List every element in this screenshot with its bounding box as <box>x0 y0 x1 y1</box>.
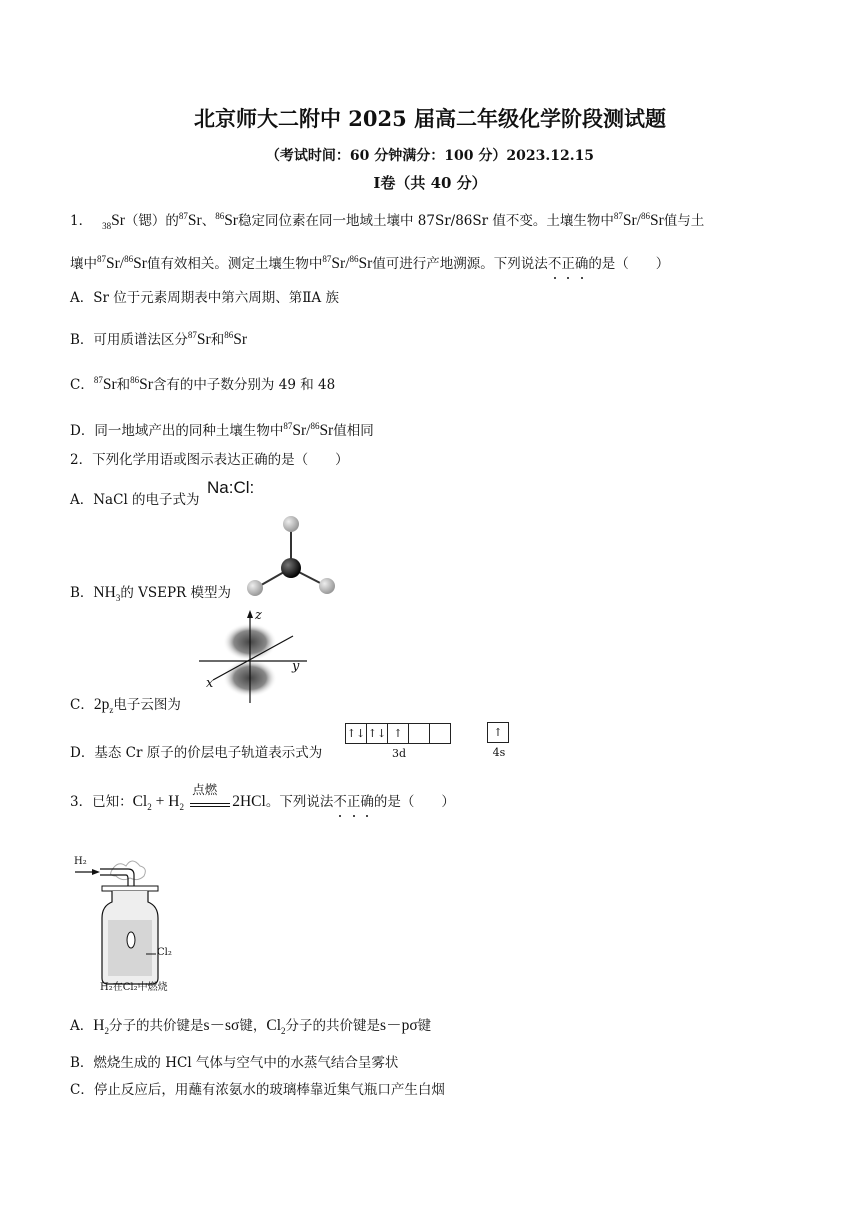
nh3-vsepr-model-figure <box>240 510 340 600</box>
orbital-box <box>429 723 451 744</box>
h2-burning-in-cl2-figure <box>72 850 212 995</box>
q2-option-d: D．基态 Cr 原子的价层电子轨道表示式为 <box>70 745 323 761</box>
axis-z-label: z <box>255 608 262 623</box>
exam-info: （考试时间：60 分钟满分：100 分）2023.12.15 <box>265 148 595 164</box>
cr-4s-orbital-box <box>488 722 510 759</box>
q1-option-c: C．$^{87}$Sr和$^{86}$Sr含有的中子数分别为 49 和 48 <box>70 375 336 393</box>
q3-option-a: A．$H_2$分子的共价键是s－sσ键，$Cl_2$分子的共价键是s－pσ键 <box>70 1017 432 1036</box>
orbital-box: ↑ <box>487 722 509 743</box>
q3-option-c: C．停止反应后，用蘸有浓氨水的玻璃棒靠近集气瓶口产生白烟 <box>70 1082 445 1098</box>
figure-caption: H₂在Cl₂中燃烧 <box>100 982 168 993</box>
q1-line1: 1． $_{38}$Sr（锶）的$^{87}$Sr、$^{86}$Sr稳定同位素在同一地域土壤中 87Sr/86Sr 值不变。土壤生物中$^{87}$Sr/$^{86}$Sr值与土 <box>70 211 705 231</box>
q1-line2: 壤中$^{87}$Sr/$^{86}$Sr值有效相关。测定土壤生物中$^{87}$Sr/$^{86}$Sr值可进行产地溯源。下列说法不正确的是（ ） <box>70 254 670 272</box>
orbital-box: ↑ <box>387 723 409 744</box>
orbital-box: ↑↓ <box>345 723 367 744</box>
figure-h2-label: H₂ <box>74 856 87 867</box>
nacl-electron-formula: Na:Cl: <box>207 478 255 497</box>
q3-option-b: B．燃烧生成的 HCl 气体与空气中的水蒸气结合呈雾状 <box>70 1055 399 1071</box>
orbital-box <box>408 723 430 744</box>
figure-cl2-label: Cl₂ <box>157 947 172 958</box>
q1-option-d: D．同一地域产出的同种土壤生物中$^{87}$Sr/$^{86}$Sr值相同 <box>70 421 374 439</box>
q2-stem: 2．下列化学用语或图示表达正确的是（ ） <box>70 452 349 468</box>
q3-stem: 3．已知：$Cl_2 + H_2$ 点燃 2HCl。下列说法不正确的是（ ） <box>70 781 455 812</box>
q2-option-a: A．NaCl 的电子式为 <box>70 492 200 508</box>
q1-option-a: A．Sr 位于元素周期表中第六周期、第ⅡA 族 <box>70 290 339 306</box>
axis-x-label: x <box>206 676 214 691</box>
q2-option-b: B．$NH_3$的 VSEPR 模型为 <box>70 584 231 603</box>
label-4s: 4s <box>492 746 506 759</box>
label-3d: 3d <box>391 747 407 760</box>
cr-3d-orbital-boxes <box>346 722 452 760</box>
page-title: 北京师大二附中 2025 届高二年级化学阶段测试题 <box>193 106 667 131</box>
q1-option-b: B．可用质谱法区分$^{87}$Sr和$^{86}$Sr <box>70 330 248 348</box>
orbital-box: ↑↓ <box>366 723 388 744</box>
q2-option-c: C．$2p_z$电子云图为 <box>70 696 181 715</box>
axis-y-label: y <box>292 659 300 674</box>
section-heading: Ⅰ卷（共 40 分） <box>373 174 487 192</box>
